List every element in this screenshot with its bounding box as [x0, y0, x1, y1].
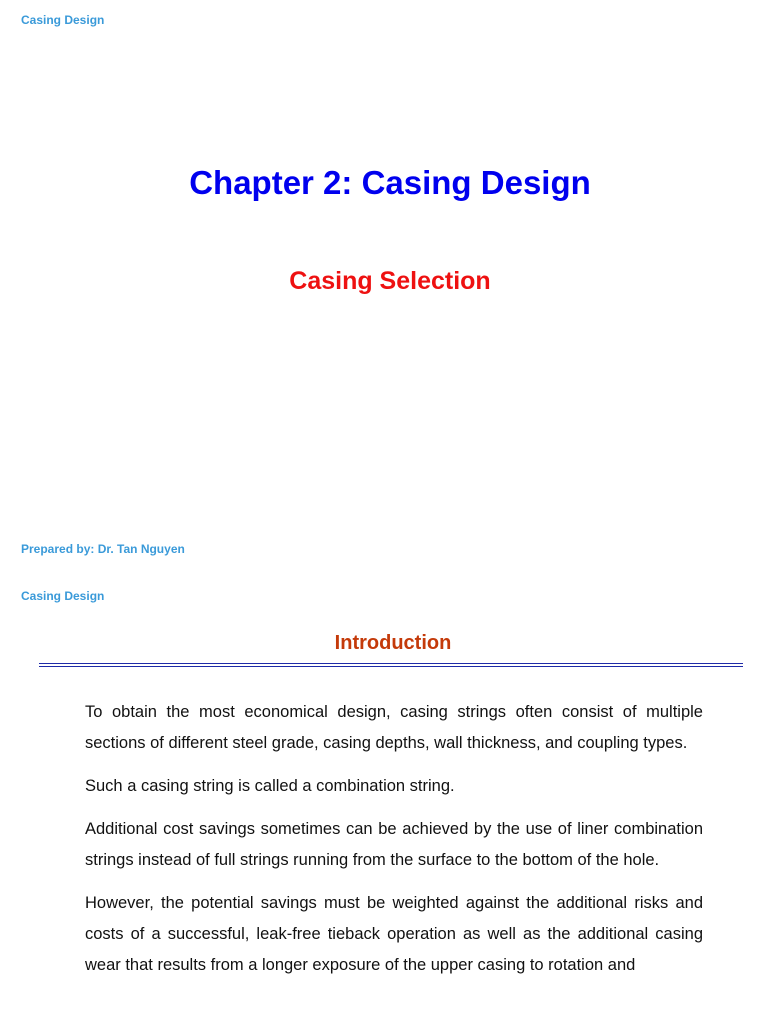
paragraph: Additional cost savings sometimes can be achieved by the use of liner combination strings instead of full strings running from the surface to the bottom of the hole. [85, 820, 703, 869]
chapter-subtitle: Casing Selection [289, 267, 491, 295]
author-credit: Prepared by: Dr. Tan Nguyen [21, 542, 185, 556]
heading-divider-top [39, 663, 743, 664]
paragraph: Such a casing string is called a combination string. [85, 777, 455, 795]
body-text [85, 697, 703, 993]
slide-header-label: Casing Design [21, 589, 105, 603]
paragraph: However, the potential savings must be weighted against the additional risks and costs of a successful, leak-free tieback operation as well as the additional casing wear that results from a longer exposure of the upper casing to rotation and [85, 894, 703, 974]
paragraph: To obtain the most economical design, casing strings often consist of multiple sections of different steel grade, casing depths, wall thickness, and coupling types. [85, 703, 703, 752]
chapter-title: Chapter 2: Casing Design [189, 164, 591, 201]
heading-divider-bottom [39, 666, 743, 667]
slide-header-label: Casing Design [21, 13, 105, 27]
section-heading: Introduction [334, 632, 452, 654]
